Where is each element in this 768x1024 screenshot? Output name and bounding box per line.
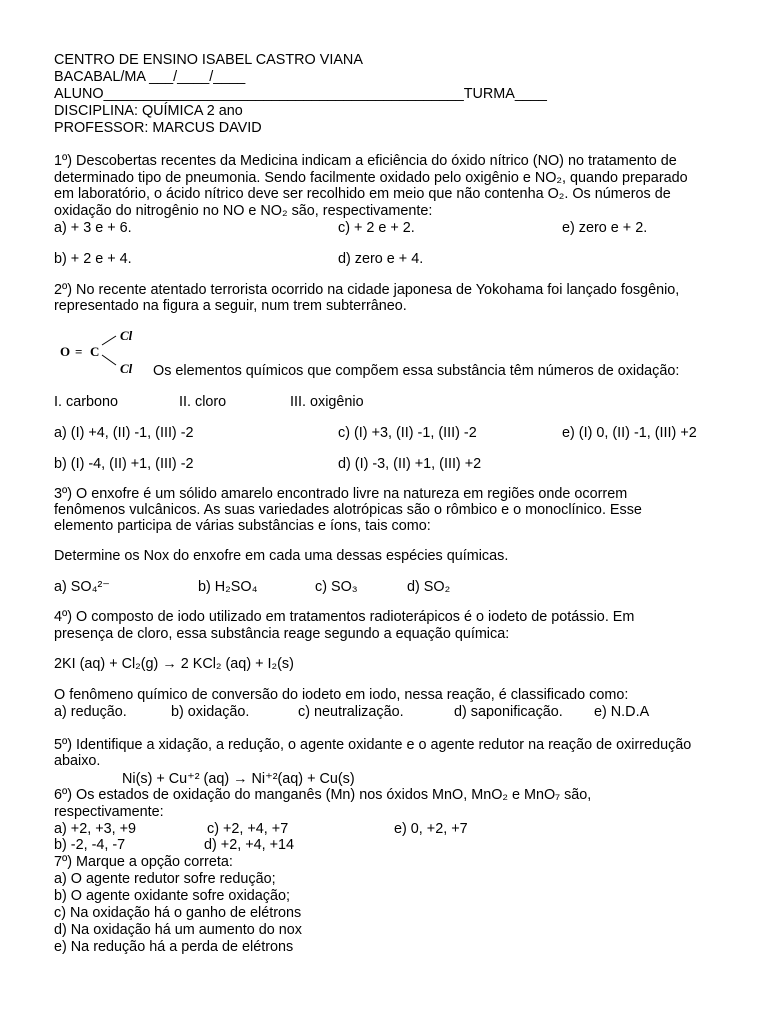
q4-option-b: b) oxidação. [171, 704, 250, 720]
q4-option-a: a) redução. [54, 704, 127, 720]
q4-option-d: d) saponificação. [454, 704, 563, 720]
q2-text-line: representado na figura a seguir, num trem subterrâneo. [54, 298, 407, 314]
q1-text-line: determinado tipo de pneumonia. Sendo facilmente oxidado pelo oxigênio e NO₂, quando preparado [54, 170, 688, 186]
q2-item: I. carbono [54, 394, 118, 410]
q3-option-b: b) H₂SO₄ [198, 579, 258, 595]
q7-option-e: e) Na redução há a perda de elétrons [54, 939, 294, 955]
q1-text-line: oxidação do nitrogênio no NO e NO₂ são, respectivamente: [54, 203, 433, 219]
q2-option-b: b) (I) -4, (II) +1, (III) -2 [54, 456, 194, 472]
q6-option-a: a) +2, +3, +9 [54, 821, 137, 837]
q1-text-line: em laboratório, o ácido nítrico deve ser recolhido em meio que não contenha O₂. Os números de [54, 186, 671, 202]
q4-equation: 2KI (aq) + Cl₂(g) → 2 KCl₂ (aq) + I₂(s) [54, 656, 294, 672]
q6-option-e: e) 0, +2, +7 [394, 821, 468, 837]
q1-option-b: b) + 2 e + 4. [54, 251, 132, 267]
q7-option-b: b) O agente oxidante sofre oxidação; [54, 888, 290, 904]
city-date-line: BACABAL/MA ___/____/____ [54, 69, 246, 85]
carbon-atom: C [90, 344, 100, 359]
q4-text-line: presença de cloro, essa substância reage segundo a equação química: [54, 626, 510, 642]
q4-option-c: c) neutralização. [298, 704, 404, 720]
bond-line [102, 336, 116, 345]
q7-option-a: a) O agente redutor sofre redução; [54, 871, 276, 887]
q2-option-e: e) (I) 0, (II) -1, (III) +2 [562, 425, 697, 441]
q2-item: III. oxigênio [290, 394, 364, 410]
q3-instruction: Determine os Nox do enxofre em cada uma dessas espécies químicas. [54, 548, 509, 564]
q4-text-line: 4º) O composto de iodo utilizado em tratamentos radioterápicos é o iodeto de potássio. Em [54, 609, 635, 625]
chlorine-atom: Cl [120, 330, 133, 343]
bond-line [102, 355, 116, 365]
q3-option-d: d) SO₂ [407, 579, 451, 595]
chlorine-atom: Cl [120, 361, 133, 376]
q6-option-c: c) +2, +4, +7 [207, 821, 289, 837]
q5-equation: Ni(s) + Cu⁺² (aq) → Ni⁺²(aq) + Cu(s) [122, 771, 355, 787]
teacher-line: PROFESSOR: MARCUS DAVID [54, 120, 262, 136]
q3-option-c: c) SO₃ [315, 579, 358, 595]
oxygen-atom: O [60, 344, 71, 359]
q7-option-c: c) Na oxidação há o ganho de elétrons [54, 905, 302, 921]
q3-option-a: a) SO₄²⁻ [54, 579, 110, 595]
q5-text-line: abaixo. [54, 753, 101, 769]
q6-option-b: b) -2, -4, -7 [54, 837, 126, 853]
q3-text-line: 3º) O enxofre é um sólido amarelo encontrado livre na natureza em regiões onde ocorrem [54, 486, 628, 502]
q7-prompt: 7º) Marque a opção correta: [54, 854, 233, 870]
q2-text-line: 2º) No recente atentado terrorista ocorrido na cidade japonesa de Yokohama foi lançado fosgênio, [54, 282, 680, 298]
double-bond: = [75, 344, 83, 359]
q3-text-line: elemento participa de várias substâncias e íons, tais como: [54, 518, 431, 534]
q6-text-line: respectivamente: [54, 804, 164, 820]
school-name: CENTRO DE ENSINO ISABEL CASTRO VIANA [54, 52, 363, 68]
q4-question: O fenômeno químico de conversão do iodeto em iodo, nessa reação, é classificado como: [54, 687, 629, 703]
q1-option-d: d) zero e + 4. [338, 251, 424, 267]
q6-text-line: 6º) Os estados de oxidação do manganês (Mn) nos óxidos MnO, MnO₂ e MnO₇ são, [54, 787, 592, 803]
q2-item: II. cloro [179, 394, 227, 410]
q2-caption: Os elementos químicos que compõem essa substância têm números de oxidação: [153, 363, 680, 379]
q1-text-line: 1º) Descobertas recentes da Medicina indicam a eficiência do óxido nítrico (NO) no tratamento de [54, 153, 677, 169]
q2-option-d: d) (I) -3, (II) +1, (III) +2 [338, 456, 482, 472]
q1-option-c: c) + 2 e + 2. [338, 220, 415, 236]
student-line: ALUNO_____________________________________________TURMA____ [54, 86, 547, 102]
q7-option-d: d) Na oxidação há um aumento do nox [54, 922, 302, 938]
q4-option-e: e) N.D.A [594, 704, 650, 720]
q1-option-a: a) + 3 e + 6. [54, 220, 132, 236]
q1-option-e: e) zero e + 2. [562, 220, 648, 236]
q5-text-line: 5º) Identifique a xidação, a redução, o agente oxidante e o agente redutor na reação de oxirredução [54, 737, 692, 753]
q2-option-c: c) (I) +3, (II) -1, (III) -2 [338, 425, 477, 441]
discipline-line: DISCIPLINA: QUÍMICA 2 ano [54, 103, 243, 119]
phosgene-structure-figure [56, 330, 151, 378]
q3-text-line: fenômenos vulcânicos. As suas variedades alotrópicas são o rômbico e o monoclínico. Esse [54, 502, 642, 518]
q6-option-d: d) +2, +4, +14 [204, 837, 295, 853]
q2-option-a: a) (I) +4, (II) -1, (III) -2 [54, 425, 194, 441]
